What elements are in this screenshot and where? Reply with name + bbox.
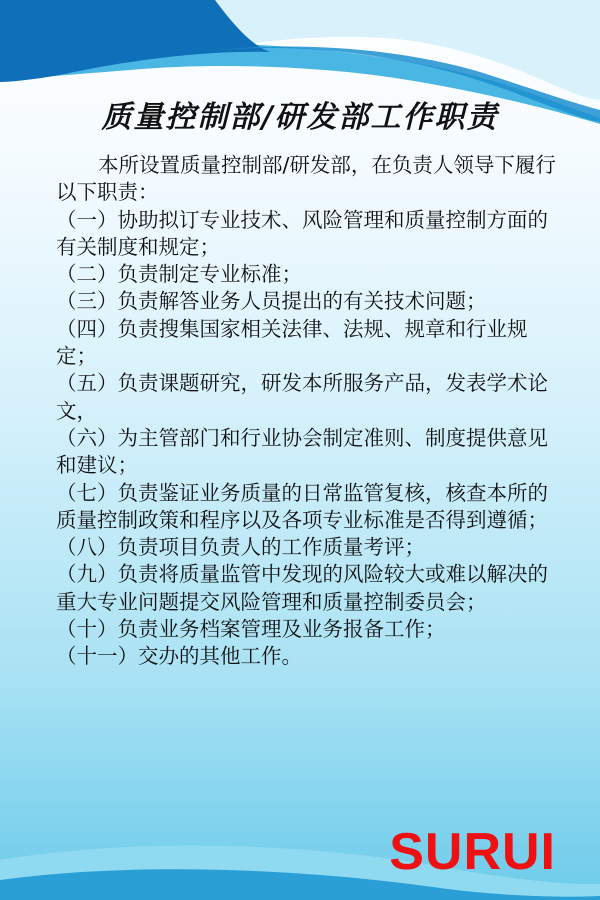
duty-item: （四）负责搜集国家相关法律、法规、规章和行业规定；: [56, 316, 528, 369]
duty-item: （五）负责课题研究，研发本所服务产品，发表学术论文，: [56, 371, 548, 423]
duty-item: （三）负责解答业务人员提出的有关技术问题；: [56, 289, 487, 314]
intro-paragraph: 本所设置质量控制部/研发部，在负责人领导下履行以下职责：: [56, 153, 556, 205]
duty-item: （八）负责项目负责人的工作质量考评；: [56, 535, 425, 560]
brand-logo: SURUI: [389, 823, 556, 881]
duty-item: （十）负责业务档案管理及业务报备工作；: [56, 617, 446, 642]
page-title: 质量控制部/研发部工作职责: [101, 100, 499, 135]
duty-item: （十一）交办的其他工作。: [56, 644, 302, 669]
duty-item: （一）协助拟订专业技术、风险管理和质量控制方面的有关制度和规定；: [56, 207, 548, 259]
duty-item: （二）负责制定专业标准；: [56, 262, 302, 287]
duty-item: （七）负责鉴证业务质量的日常监管复核，核查本所的质量控制政策和程序以及各项专业标准是否得到遵循；: [56, 480, 548, 532]
duty-item: （六）为主管部门和行业协会制定准则、制度提供意见和建议；: [56, 425, 548, 478]
duty-item: （九）负责将质量监管中发现的风险较大或难以解决的重大专业问题提交风险管理和质量控制委员会；: [56, 562, 548, 614]
duties-text: [56, 152, 556, 671]
